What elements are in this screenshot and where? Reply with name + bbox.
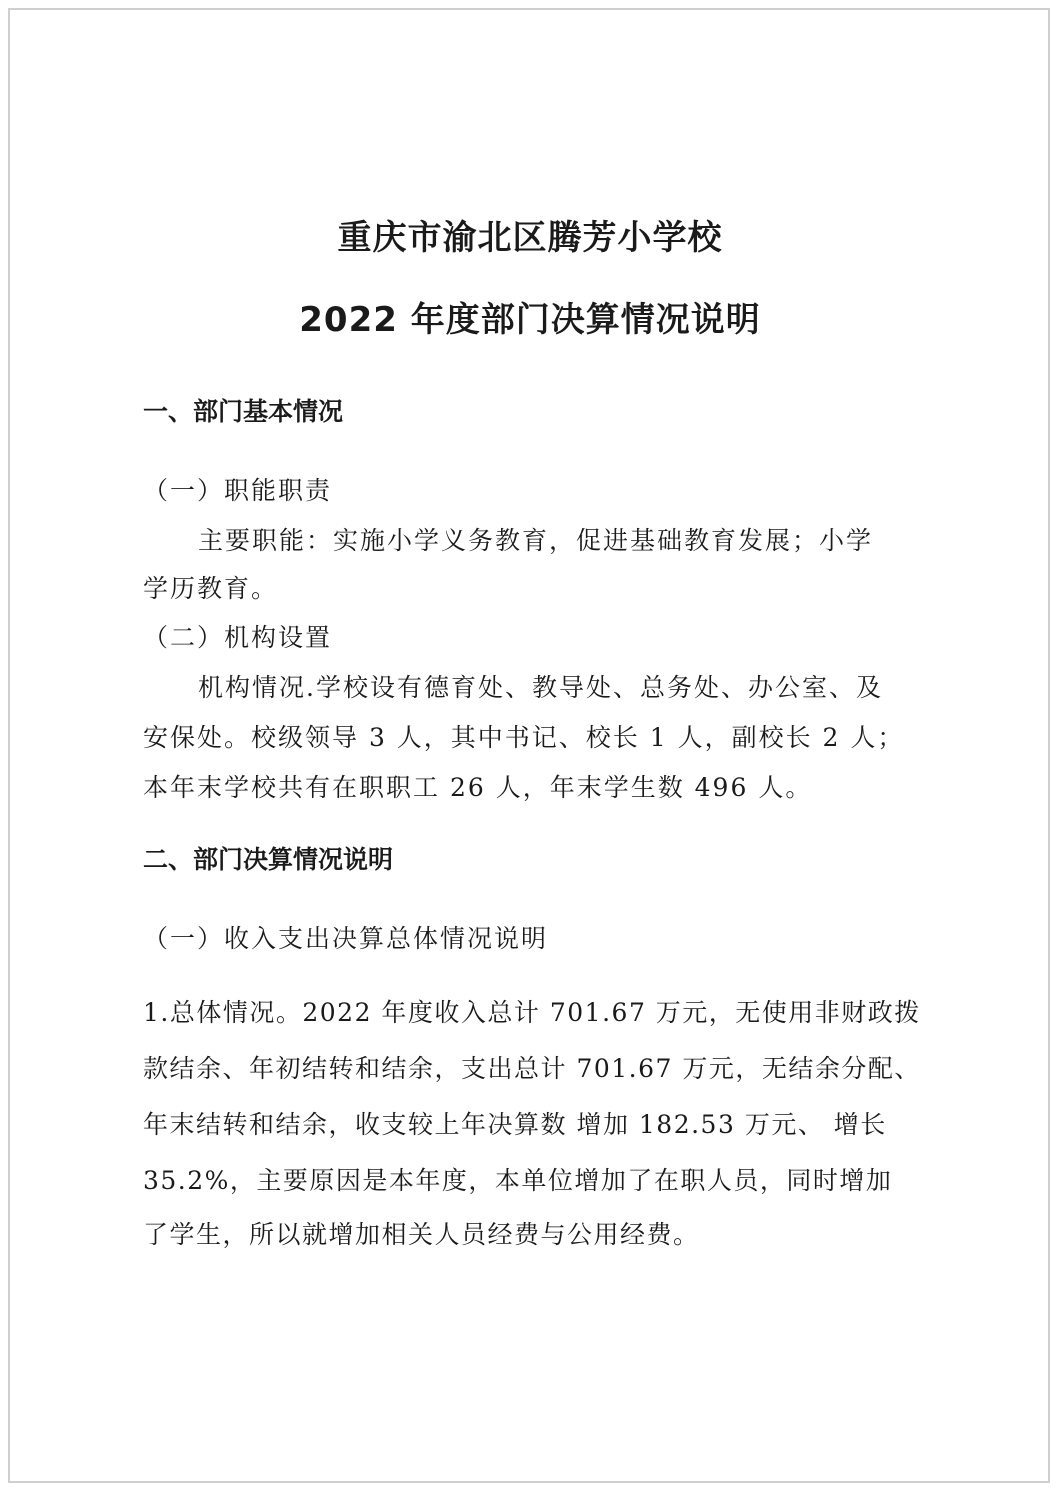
paragraph-line: 年末结转和结余，收支较上年决算数 增加 182.53 万元、 增长 (143, 1110, 887, 1139)
subsection-heading-overall: （一）收入支出决算总体情况说明 (143, 924, 549, 953)
paragraph-line: 了学生，所以就增加相关人员经费与公用经费。 (143, 1220, 700, 1249)
subsection-heading-organization: （二）机构设置 (143, 623, 333, 652)
document-subtitle: 2022 年度部门决算情况说明 (299, 300, 761, 340)
paragraph-line: 款结余、年初结转和结余，支出总计 701.67 万元，无结余分配、 (143, 1054, 921, 1083)
section-heading-basic-info: 一、部门基本情况 (143, 397, 344, 426)
paragraph-line: 本年末学校共有在职职工 26 人，年末学生数 496 人。 (143, 773, 813, 802)
paragraph-line: 1.总体情况。2022 年度收入总计 701.67 万元，无使用非财政拨 (143, 998, 921, 1027)
paragraph-line: 学历教育。 (143, 574, 279, 603)
paragraph-line: 主要职能：实施小学义务教育，促进基础教育发展；小学 (198, 526, 874, 555)
paragraph-line: 安保处。校级领导 3 人，其中书记、校长 1 人，副校长 2 人； (143, 723, 905, 752)
document-title: 重庆市渝北区腾芳小学校 (337, 218, 723, 258)
paragraph-line: 35.2%，主要原因是本年度，本单位增加了在职人员，同时增加 (143, 1166, 893, 1195)
section-heading-final-accounts: 二、部门决算情况说明 (143, 845, 394, 874)
paragraph-line: 机构情况.学校设有德育处、教导处、总务处、办公室、及 (198, 673, 883, 702)
subsection-heading-functions: （一）职能职责 (143, 476, 333, 505)
